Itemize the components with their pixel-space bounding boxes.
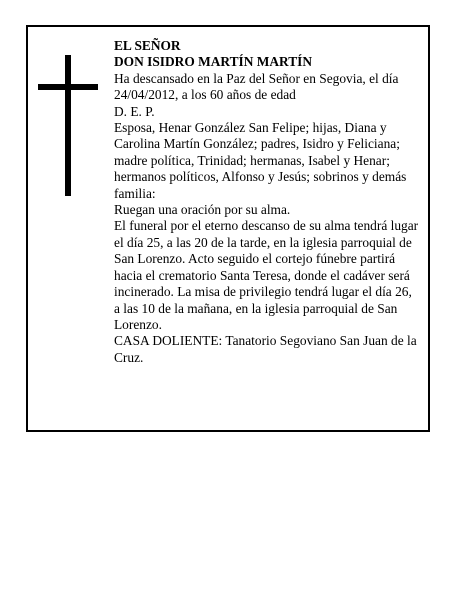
mourning-house: CASA DOLIENTE: Tanatorio Segoviano San Juan de la Cruz.	[114, 333, 417, 365]
deceased-name: DON ISIDRO MARTÍN MARTÍN	[114, 54, 313, 70]
death-announcement: Ha descansado en la Paz del Señor en Segovia, el día 24/04/2012, a los 60 años de edad	[114, 70, 399, 103]
title-line-1: EL SEÑOR	[114, 38, 181, 53]
cross-vertical-bar	[65, 55, 71, 196]
funeral-details: El funeral por el eterno descanso de su alma tendrá lugar el día 25, a las 20 de la tarde, en la iglesia parroquial de San Lorenzo. Acto seguido el cortejo fúnebre partirá hacia el crematorio Santa Teresa, donde el cadáver será incinerado. La misa de privilegio tendrá lugar el día 26, a las 10 de la mañana, en la iglesia parroquial de San Lorenzo.	[114, 218, 419, 332]
cross-horizontal-bar	[38, 84, 98, 90]
prayer-request: Ruegan una oración por su alma.	[114, 202, 291, 218]
family-list: Esposa, Henar González San Felipe; hijas, Diana y Carolina Martín González; padres, Isidro y Feliciana; madre política, Trinidad; hermanas, Isabel y Henar; hermanos políticos, Alfonso y Jesús; sobrinos y demás familia:	[114, 120, 407, 201]
obituary-text	[114, 38, 420, 366]
rip-abbreviation: D. E. P.	[114, 103, 155, 119]
